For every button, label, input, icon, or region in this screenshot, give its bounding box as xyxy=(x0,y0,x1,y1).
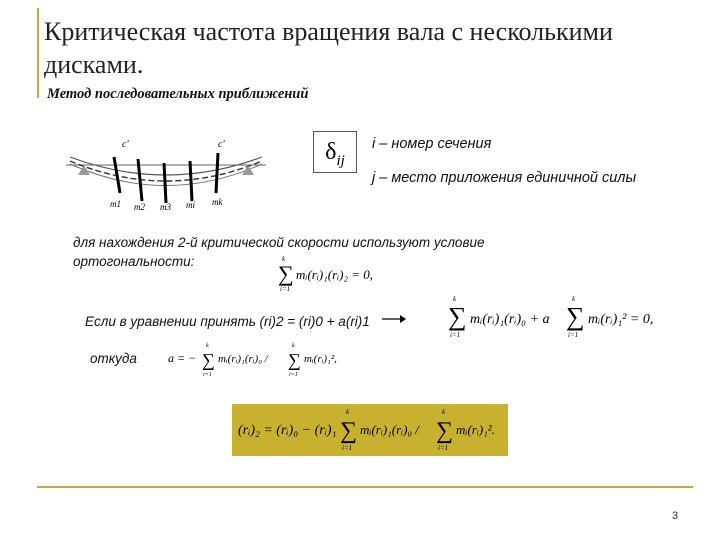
svg-text:∑: ∑ xyxy=(340,418,358,444)
svg-text:∑: ∑ xyxy=(436,418,454,444)
j-definition: j – место приложения единичной силы xyxy=(372,170,637,186)
svg-text:(rᵢ)₂ = (rᵢ)₀ − (rᵢ)₁: (rᵢ)₂ = (rᵢ)₀ − (rᵢ)₁ xyxy=(238,423,337,438)
svg-text:a = −: a = − xyxy=(168,351,197,365)
final-formula xyxy=(236,406,506,461)
svg-text:k: k xyxy=(453,295,457,303)
svg-text:mᵢ(rᵢ)₁² = 0,: mᵢ(rᵢ)₁² = 0, xyxy=(588,312,654,327)
svg-text:∑: ∑ xyxy=(278,261,294,286)
delta-letter: δ xyxy=(325,139,337,165)
shaft-diagram xyxy=(66,135,276,210)
svg-text:mᵢ(rᵢ)₁(rᵢ)₀ /: mᵢ(rᵢ)₁(rᵢ)₀ / xyxy=(218,353,268,365)
footer-divider xyxy=(37,486,693,488)
svg-text:mᵢ(rᵢ)₁(rᵢ)₀ /: mᵢ(rᵢ)₁(rᵢ)₀ / xyxy=(360,422,419,437)
slide-subtitle: Метод последовательных приближений xyxy=(47,86,309,102)
title-accent-line xyxy=(37,8,39,98)
svg-text:i=1: i=1 xyxy=(280,285,291,293)
svg-text:i=1: i=1 xyxy=(342,444,353,452)
a-equation xyxy=(168,340,358,385)
svg-text:mᵢ(rᵢ)₁².: mᵢ(rᵢ)₁². xyxy=(456,422,495,437)
label-m1: m1 xyxy=(110,199,121,209)
label-m3: m3 xyxy=(160,202,171,210)
svg-text:∑: ∑ xyxy=(566,302,585,331)
svg-text:i=1: i=1 xyxy=(438,444,449,452)
orthogonality-note: для нахождения 2-й критической скорости используют условие ортогональности: xyxy=(73,235,485,269)
i-definition: i – номер сечения xyxy=(372,136,492,152)
label-mk: mk xyxy=(212,197,223,207)
svg-text:∑: ∑ xyxy=(448,302,467,331)
label-mi: mi xyxy=(186,200,195,210)
label-m2: m2 xyxy=(134,202,145,210)
svg-text:k: k xyxy=(282,255,286,263)
svg-text:mᵢ(rᵢ)₁²,: mᵢ(rᵢ)₁², xyxy=(304,353,337,365)
orthogonality-equation xyxy=(278,253,398,300)
otkuda-label: откуда xyxy=(90,351,137,366)
label-c2: c' xyxy=(218,139,225,150)
svg-text:k: k xyxy=(346,408,350,416)
label-c1: c' xyxy=(122,139,129,150)
arrow-icon xyxy=(382,314,406,324)
svg-text:mᵢ(rᵢ)₁(rᵢ)₂ = 0,: mᵢ(rᵢ)₁(rᵢ)₂ = 0, xyxy=(296,267,374,282)
svg-text:i=1: i=1 xyxy=(568,331,579,339)
svg-text:k: k xyxy=(292,343,295,349)
svg-text:i=1: i=1 xyxy=(289,372,298,378)
svg-text:i=1: i=1 xyxy=(450,331,461,339)
page-number: 3 xyxy=(672,510,679,522)
svg-text:i=1: i=1 xyxy=(203,372,212,378)
svg-text:k: k xyxy=(206,343,209,349)
svg-text:k: k xyxy=(442,408,446,416)
svg-text:k: k xyxy=(572,295,576,303)
delta-ij-symbol xyxy=(313,131,357,173)
delta-index: ij xyxy=(336,152,345,169)
if-note: Если в уравнении принять (ri)2 = (ri)0 + a(ri)1 xyxy=(85,314,370,329)
svg-text:∑: ∑ xyxy=(288,350,301,370)
svg-text:∑: ∑ xyxy=(202,350,215,370)
slide-title: Критическая частота вращения вала с несколькими дисками. xyxy=(44,17,613,79)
svg-text:mᵢ(rᵢ)₁(rᵢ)₀ + a: mᵢ(rᵢ)₁(rᵢ)₀ + a xyxy=(470,312,550,327)
expanded-equation xyxy=(448,293,678,346)
